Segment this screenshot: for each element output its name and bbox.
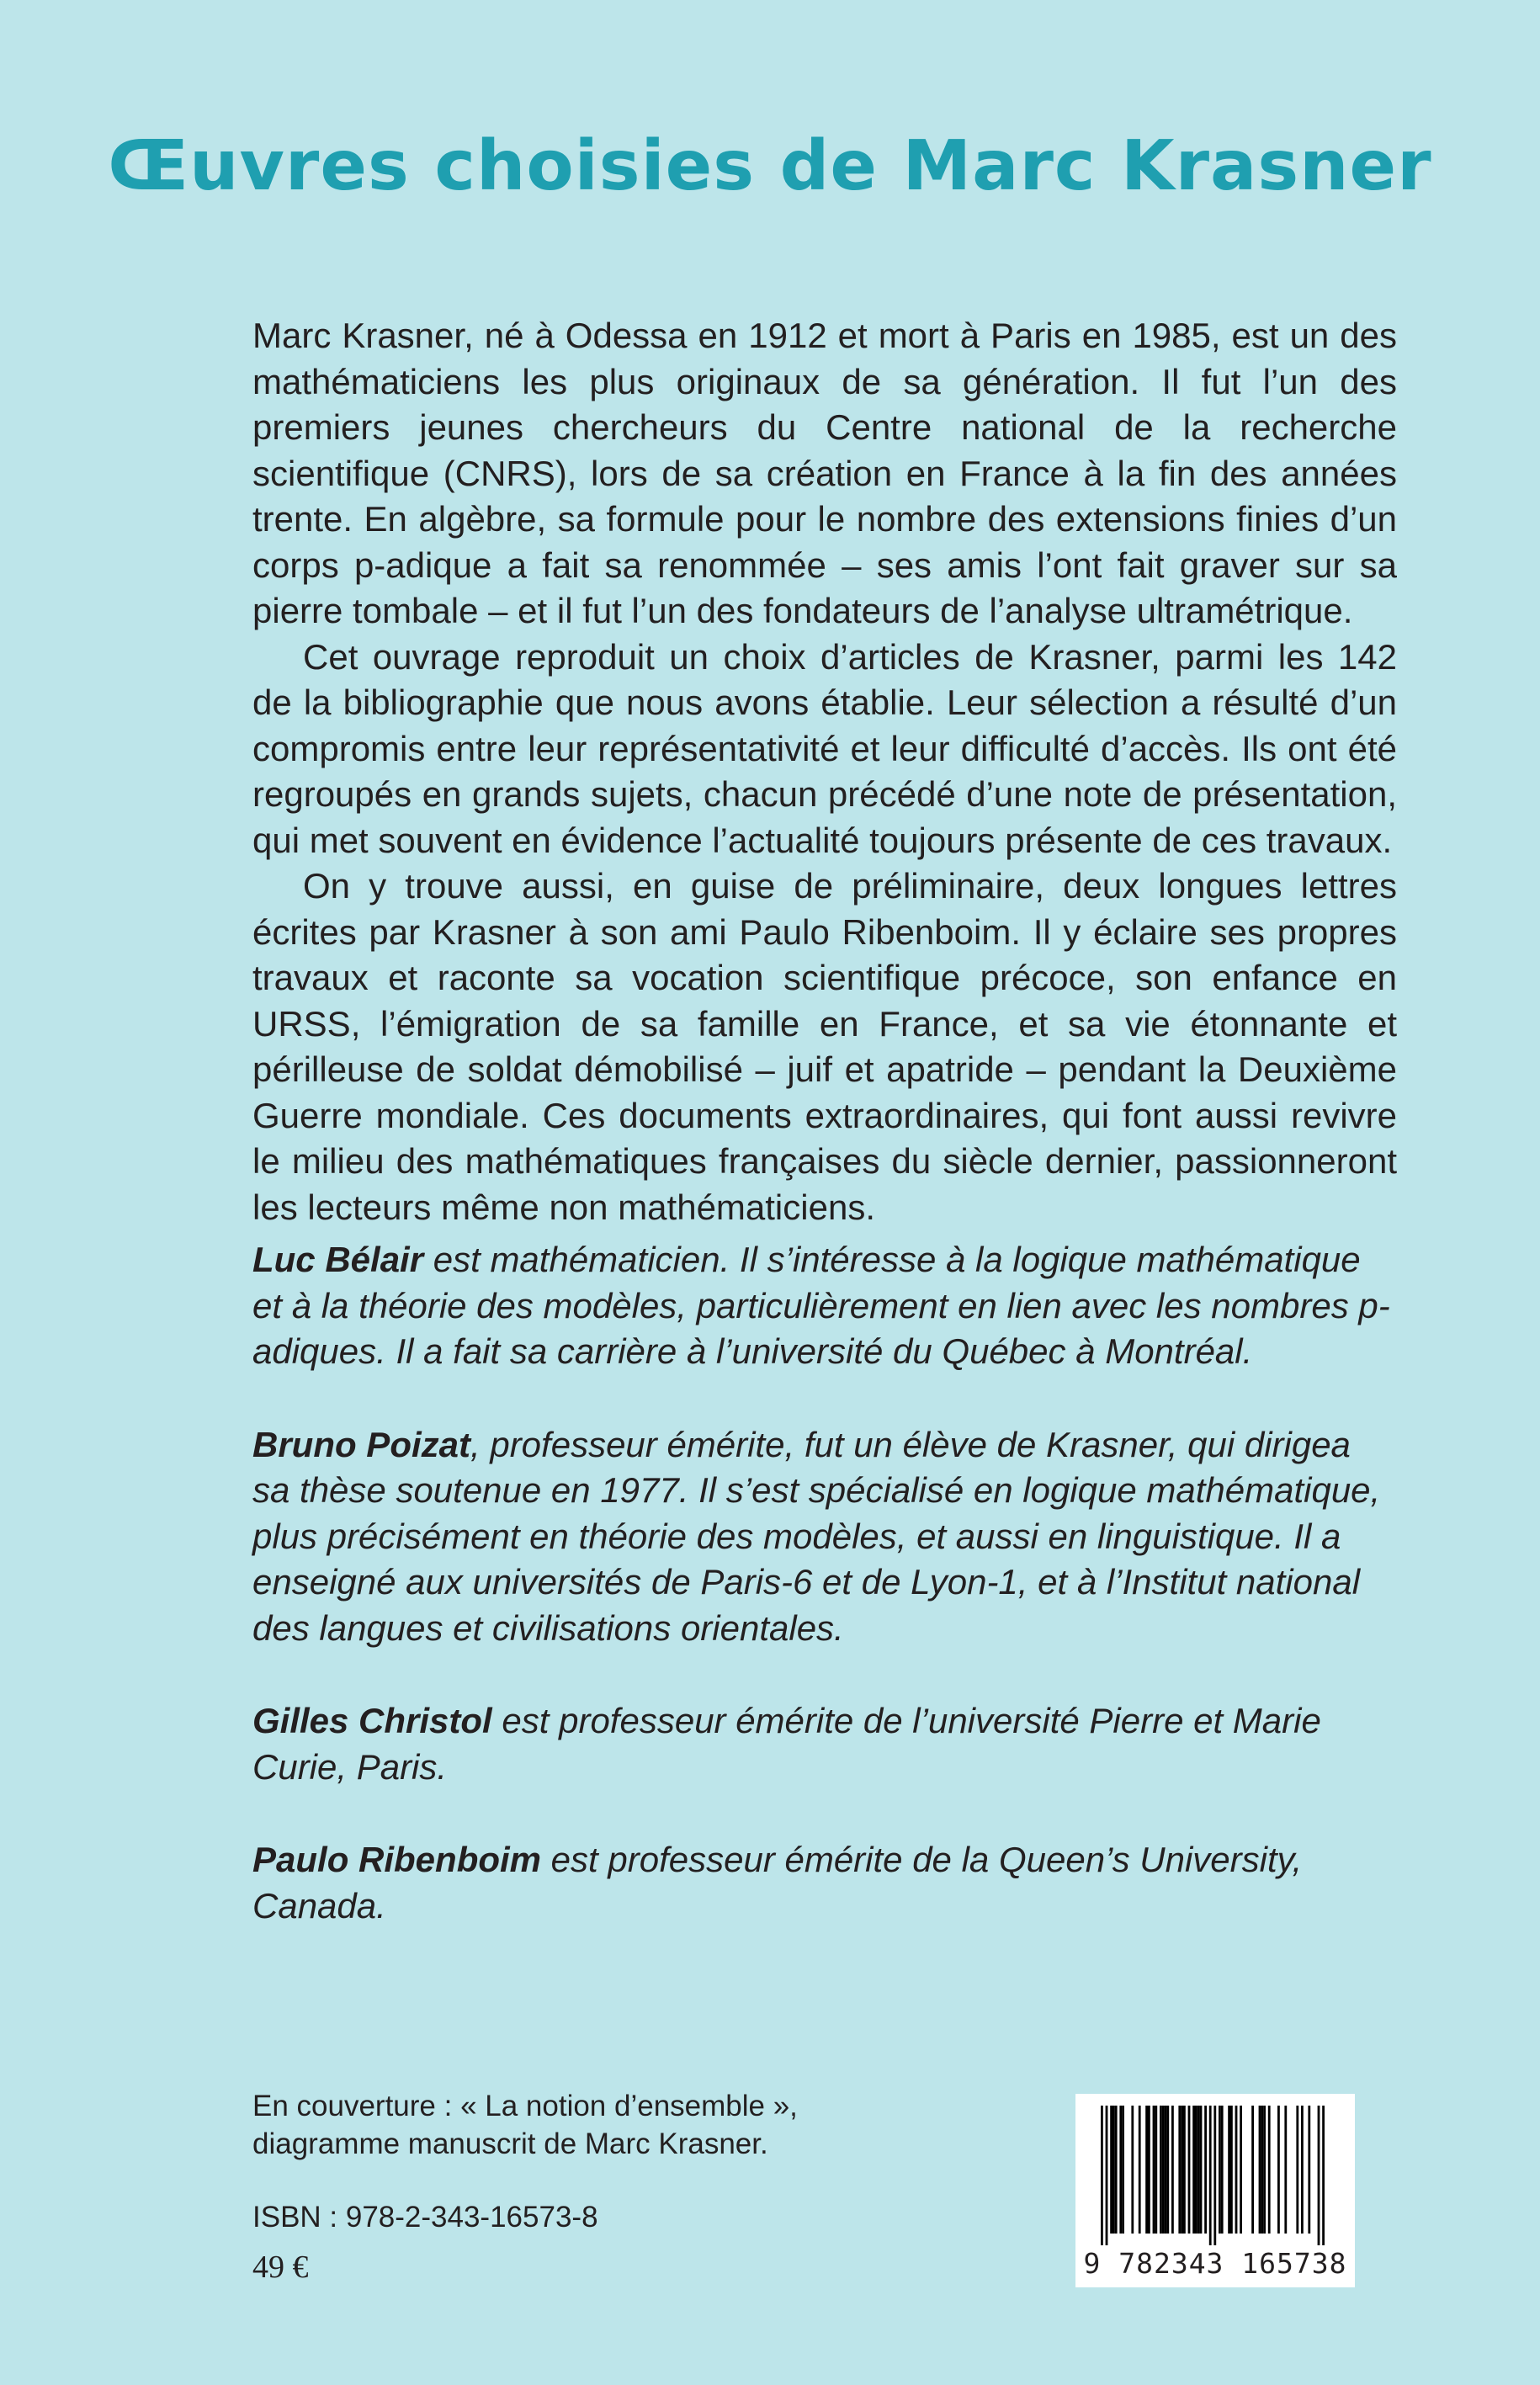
barcode-bar xyxy=(1308,2106,1310,2234)
bio-luc-belair xyxy=(252,1237,1397,1375)
barcode-bar xyxy=(1228,2106,1230,2234)
barcode-bar xyxy=(1153,2106,1155,2234)
barcode-bar xyxy=(1209,2106,1212,2245)
barcode-bar xyxy=(1131,2106,1134,2234)
barcode-bar xyxy=(1213,2106,1216,2245)
bio-bruno-poizat xyxy=(252,1422,1397,1652)
barcode-bar xyxy=(1106,2106,1108,2245)
barcode-digits: 9 782343 165738 xyxy=(1083,2247,1347,2280)
bio-name: Gilles Christol xyxy=(252,1701,492,1740)
barcode-bar xyxy=(1284,2106,1287,2234)
barcode-bar xyxy=(1221,2106,1224,2234)
barcode-bar xyxy=(1110,2106,1113,2234)
description-paragraph-1: Marc Krasner, né à Odessa en 1912 et mort à Paris en 1985, est un des mathématiciens les plus originaux de sa génération. Il fut l’un des premiers jeunes chercheurs du Centre national de la recherche scientifique (CNRS), lors de sa création en France à la fin des années trente. En algèbre, sa formule pour le nombre des extensions finies d’un corps p-adique a fait sa renommée – ses amis l’ont fait graver sur sa pierre tombale – et il fut l’un des fondateurs de l’analyse ultramétrique. xyxy=(252,316,1397,630)
barcode-bar xyxy=(1240,2106,1242,2234)
barcode-bar xyxy=(1235,2106,1238,2234)
barcode-bar xyxy=(1277,2106,1280,2234)
barcode-bar xyxy=(1197,2106,1200,2234)
barcode-bar xyxy=(1101,2106,1103,2245)
barcode-bar xyxy=(1268,2106,1271,2234)
barcode-bar xyxy=(1119,2106,1122,2234)
barcode-bar xyxy=(1251,2106,1254,2234)
isbn-label: ISBN : 978-2-343-16573-8 xyxy=(252,2201,598,2234)
barcode-bar xyxy=(1192,2106,1195,2234)
bio-text: , professeur émérite, fut un élève de Krasner, qui dirigea sa thèse soutenue en 1977. Il s’est spécialisé en logique mathématique, plus précisément en théorie des modèles, et aussi en linguistique. Il a enseigné aux universités de Paris-6 et de Lyon-1, et à l’Institut national des langues et civilisations orientales. xyxy=(252,1424,1381,1648)
bio-name: Paulo Ribenboim xyxy=(252,1840,542,1879)
barcode xyxy=(1075,2094,1355,2287)
barcode-bar xyxy=(1160,2106,1162,2234)
barcode-bar xyxy=(1200,2106,1203,2234)
barcode-bars-graphic xyxy=(1075,2094,1355,2250)
cover-credit xyxy=(252,2087,798,2163)
barcode-bar xyxy=(1162,2106,1165,2234)
barcode-bar xyxy=(1171,2106,1174,2234)
bio-text: est professeur émérite de l’université Pierre et Marie Curie, Paris. xyxy=(252,1701,1321,1787)
book-title: Œuvres choisies de Marc Krasner xyxy=(108,126,1432,206)
author-bios xyxy=(252,1237,1397,1976)
barcode-bar xyxy=(1322,2106,1325,2245)
bio-name: Bruno Poizat xyxy=(252,1424,470,1464)
description-paragraph-2: Cet ouvrage reproduit un choix d’articles de Krasner, parmi les 142 de la bibliographie que nous avons établie. Leur sélection a résulté d’un compromis entre leur représentativité et leur difficulté d’accès. Ils ont été regroupés en grands sujets, chacun précédé d’une note de présentation, qui met souvent en évidence l’actualité toujours présente de ces travaux. xyxy=(252,636,1397,860)
barcode-bar xyxy=(1122,2106,1124,2234)
book-description xyxy=(252,313,1397,1230)
barcode-bar xyxy=(1145,2106,1148,2234)
barcode-bar xyxy=(1195,2106,1197,2234)
barcode-bar xyxy=(1166,2106,1169,2234)
barcode-bar xyxy=(1259,2106,1261,2234)
barcode-bar xyxy=(1301,2106,1304,2234)
barcode-bar xyxy=(1148,2106,1150,2234)
barcode-bar xyxy=(1204,2106,1207,2234)
barcode-bar xyxy=(1113,2106,1115,2234)
bio-text: est mathématicien. Il s’intéresse à la logique mathématique et à la théorie des modèles, particulièrement en lien avec les nombres p-adiques. Il a fait sa carrière à l’université du Québec à Montréal. xyxy=(252,1240,1390,1371)
barcode-bar xyxy=(1318,2106,1320,2245)
bio-paulo-ribenboim xyxy=(252,1837,1397,1929)
barcode-bar xyxy=(1155,2106,1157,2234)
bio-name: Luc Bélair xyxy=(252,1240,424,1279)
barcode-bar xyxy=(1165,2106,1167,2234)
bio-text: est professeur émérite de la Queen’s University, Canada. xyxy=(252,1840,1303,1926)
barcode-bar xyxy=(1188,2106,1191,2234)
barcode-bar xyxy=(1181,2106,1183,2234)
barcode-bar xyxy=(1261,2106,1263,2234)
barcode-bar xyxy=(1263,2106,1266,2234)
barcode-bar xyxy=(1219,2106,1221,2234)
description-paragraph-3: On y trouve aussi, en guise de préliminaire, deux longues lettres écrites par Krasner à son ami Paulo Ribenboim. Il y éclaire ses propres travaux et raconte sa vocation scientifique précoce, son enfance en URSS, l’émigration de sa famille en France, et sa vie étonnante et périlleuse de soldat démobilisé – juif et apatride – pendant la Deuxième Guerre mondiale. Ces documents extraordinaires, qui font aussi revivre le milieu des mathématiques françaises du siècle dernier, passionneront les lecteurs même non mathématiciens. xyxy=(252,866,1397,1227)
bio-gilles-christol xyxy=(252,1698,1397,1790)
barcode-bar xyxy=(1139,2106,1141,2234)
cover-credit-line-1: En couverture : « La notion d’ensemble », xyxy=(252,2090,798,2122)
cover-credit-line-2: diagramme manuscrit de Marc Krasner. xyxy=(252,2127,768,2160)
barcode-bar xyxy=(1230,2106,1233,2234)
barcode-bar xyxy=(1183,2106,1186,2234)
barcode-bar xyxy=(1115,2106,1118,2234)
barcode-bar xyxy=(1178,2106,1181,2234)
barcode-bar xyxy=(1296,2106,1298,2234)
price-label: 49 € xyxy=(252,2250,309,2285)
